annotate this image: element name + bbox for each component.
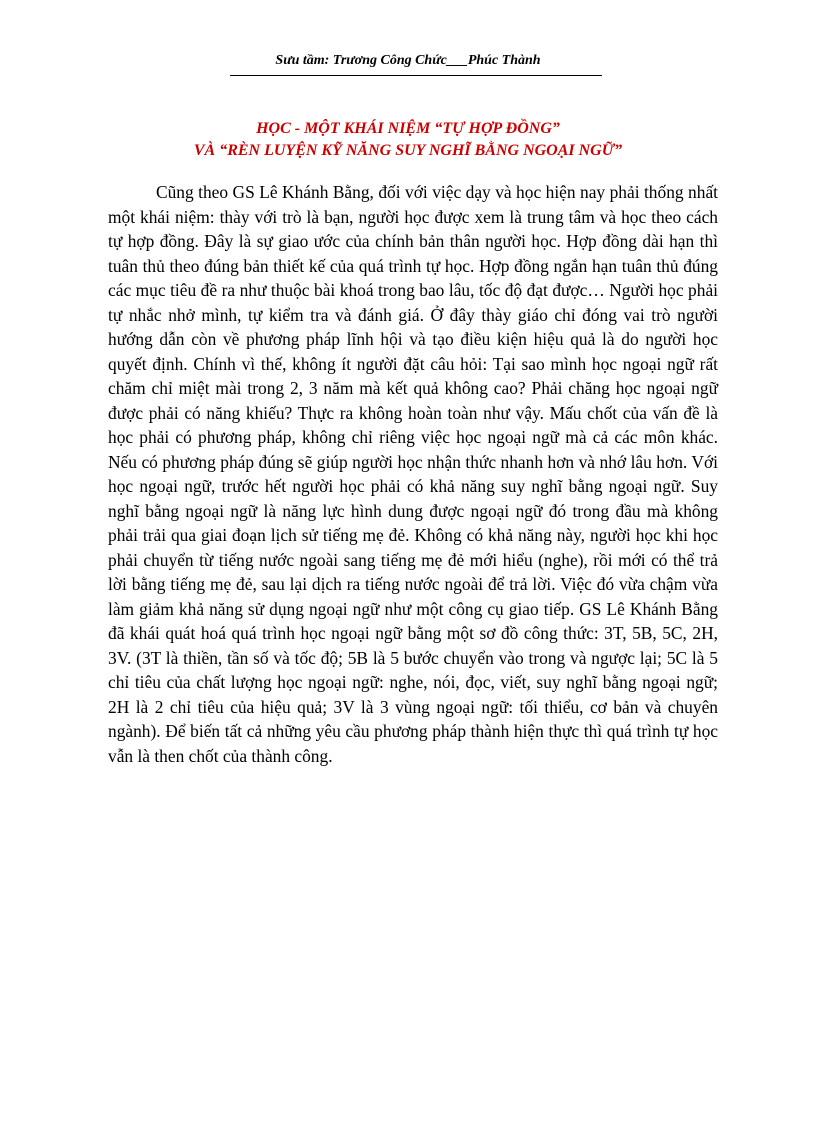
body-paragraph: Cũng theo GS Lê Khánh Bằng, đối với việc dạy và học hiện nay phải thống nhất một khái niệm: thày với trò là bạn, người học được xem là trung tâm và học theo cách tự hợp đồng. Đây là sự giao ước của chính bản thân người học. Hợp đồng dài hạn thì tuân thủ theo đúng bản thiết kế của quá trình tự học. Hợp đồng ngắn hạn tuân thủ đúng các mục tiêu đề ra như thuộc bài khoá trong bao lâu, tốc độ đạt được… Người học phải tự nhắc nhở mình, tự kiểm tra và đánh giá. Ở đây thày giáo chỉ đóng vai trò người hướng dẫn còn về phương pháp lĩnh hội và tạo điều kiện hiệu quả là do người học quyết định. Chính vì thế, không ít người đặt câu hỏi: Tại sao mình học ngoại ngữ rất chăm chỉ miệt mài trong 2, 3 năm mà kết quả không cao? Phải chăng học ngoại ngữ được phải có năng khiếu? Thực ra không hoàn toàn như vậy. Mấu chốt của vấn đề là học phải có phương pháp, không chỉ riêng việc học ngoại ngữ mà cả các môn khác. Nếu có phương pháp đúng sẽ giúp người học nhận thức nhanh hơn và nhớ lâu hơn. Với học ngoại ngữ, trước hết người học phải có khả năng suy nghĩ bằng ngoại ngữ. Suy nghĩ bằng ngoại ngữ là năng lực hình dung được ngoại ngữ đó trong đầu mà không phải trải qua giai đoạn lịch sử tiếng mẹ đẻ. Không có khả năng này, người học khi học phải chuyển từ tiếng nước ngoài sang tiếng mẹ đẻ mới hiểu (nghe), rồi mới có thể trả lời bằng tiếng mẹ đẻ, sau lại dịch ra tiếng nước ngoài để trả lời. Việc đó vừa chậm vừa làm giảm khả năng sử dụng ngoại ngữ như một công cụ giao tiếp. GS Lê Khánh Bằng đã khái quát hoá quá trình học ngoại ngữ bằng một sơ đồ công thức: 3T, 5B, 5C, 2H, 3V. (3T là thiền, tần số và tốc độ; 5B là 5 bước chuyển vào trong và ngược lại; 5C là 5 chỉ tiêu của chất lượng học ngoại ngữ: nghe, nói, đọc, viết, suy nghĩ bằng ngoại ngữ; 2H là 2 chỉ tiêu của hiệu quả; 3V là 3 vùng ngoại ngữ: tối thiểu, cơ bản và chuyên ngành). Để biến tất cả những yêu cầu phương pháp thành hiện thực thì quá trình tự học vẫn là then chốt của thành công. — [108, 182, 718, 766]
article-title — [0, 118, 816, 162]
page-header-attribution: Sưu tầm: Trương Công Chức___Phúc Thành — [275, 53, 541, 68]
title-line-1: HỌC - MỘT KHÁI NIỆM “TỰ HỢP ĐỒNG” — [256, 120, 560, 137]
title-line-2: VÀ “RÈN LUYỆN KỸ NĂNG SUY NGHĨ BẰNG NGOẠI NGỮ” — [193, 142, 623, 159]
header-divider — [230, 75, 602, 76]
